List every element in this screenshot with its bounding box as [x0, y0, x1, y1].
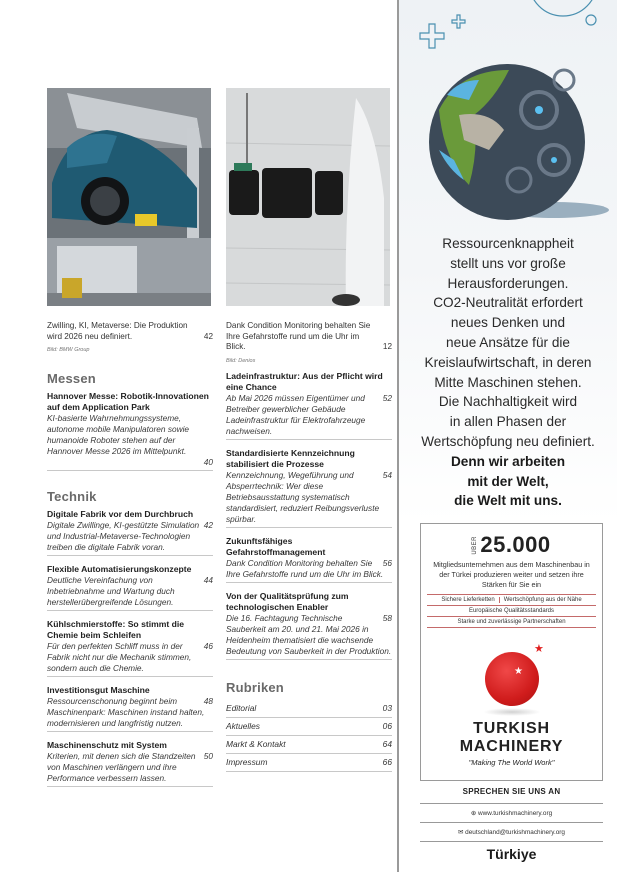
entry-page: 46	[203, 641, 213, 651]
toc-entry[interactable]	[47, 619, 213, 677]
section-title-messen: Messen	[47, 371, 96, 386]
member-desc: Mitgliedsunternehmen aus dem Maschinenbau in der Türkei produzieren weiter und setzen ihre Stärken für Sie ein	[433, 560, 590, 589]
feature-row: Europäische Qualitätsstandards	[427, 605, 596, 616]
website-link[interactable]: ⊕ www.turkishmachinery.org	[420, 803, 603, 817]
entry-title: Zukunftsfähiges Gefahrstoffmanagement	[226, 536, 326, 557]
entry-desc: 42 Digitale Zwillinge, KI-gestützte Simulation und Industrial-Metaverse-Technologien treiben die digitale Fabrik voran.	[47, 520, 213, 552]
star-icon: ★	[534, 643, 544, 655]
entry-desc: 52 Ab Mai 2026 müssen Eigentümer und Betreiber gewerblicher Gebäude Ladeinfrastruktur für Elektrofahrzeuge nachweisen.	[226, 393, 392, 436]
toc-entry[interactable]	[226, 536, 392, 583]
entry-title: Investitionsgut Maschine	[47, 685, 150, 695]
section-title-technik: Technik	[47, 489, 97, 504]
rubrik-item-markt-kontakt[interactable]: Markt & Kontakt 64	[226, 736, 392, 754]
entry-page: 56	[382, 558, 392, 568]
photo-caption-right	[226, 321, 392, 366]
toc-entry[interactable]	[226, 591, 392, 660]
entry-desc: 44 Deutliche Vereinfachung von Inbetriebnahme und Wartung duch herstellerübergreifende Lösungen.	[47, 575, 213, 607]
entry-page: 42	[203, 520, 213, 530]
photo-credit: Bild: BMW Group	[47, 347, 90, 353]
toc-entry[interactable]	[47, 509, 213, 556]
country-logo: Türkiye	[486, 846, 537, 862]
toc-entry[interactable]	[47, 685, 213, 732]
photo-caption-left	[47, 321, 213, 356]
caption-text: Dank Condition Monitoring behalten Sie Ihre Gefahrstoffe rund um die Uhr im Blick.	[226, 321, 371, 351]
entry-title: Kühlschmierstoffe: So stimmt die Chemie beim Schleifen	[47, 619, 185, 640]
entry-title: Ladeinfrastruktur: Aus der Pflicht wird eine Chance	[226, 371, 383, 392]
toc-left-column	[47, 371, 213, 795]
entry-title: Digitale Fabrik vor dem Durchbruch	[47, 509, 194, 519]
entry-page: 50	[203, 751, 213, 761]
ad-info-box	[420, 523, 603, 781]
toc-right-column	[226, 371, 392, 772]
ad-slogan: Ressourcenknappheit stellt uns vor große Herausforderungen. CO2-Neutralität erfordert neues Denken und neue Ansätze für die Kreislaufwirtschaft, in deren Mitte Maschinen stehen. Die Nachhaltigkeit wird in allen Phasen der Wertschöpfung neu definiert. Denn wir arbeiten mit der Welt, die Welt mit uns.	[421, 236, 595, 509]
entry-desc: 56 Dank Condition Monitoring behalten Sie Ihre Gefahrstoffe rund um die Uhr im Blick.	[226, 558, 392, 579]
monitoring-device-photo	[226, 88, 390, 306]
star-icon: ★	[514, 666, 523, 677]
entry-page: 52	[382, 393, 392, 403]
rubrik-item-aktuelles[interactable]: Aktuelles 06	[226, 718, 392, 736]
entry-page: 44	[203, 575, 213, 585]
caption-page[interactable]: 12	[382, 342, 392, 351]
toc-entry[interactable]	[47, 564, 213, 611]
entry-title: Von der Qualitätsprüfung zum technologischen Enabler	[226, 591, 349, 612]
entry-page: 58	[382, 613, 392, 623]
entry-page: 40	[203, 457, 213, 467]
entry-title: Standardisierte Kennzeichnung stabilisiert die Prozesse	[226, 448, 355, 469]
entry-desc: 58 Die 16. Fachtagung Technische Sauberkeit am 20. und 21. Mai 2026 in Heidenheim thematisiert die wachsende Bedeutung von Sauberkeit in der Produktion.	[226, 613, 392, 656]
entry-desc: 48 Ressourcenschonung beginnt beim Maschinenpark: Maschinen instand halten, modernisieren und langfristig nutzen.	[47, 696, 213, 728]
feature-row: Sichere Lieferketten Wertschöpfung aus der Nähe	[427, 594, 596, 605]
car-production-photo	[47, 88, 211, 306]
gear-globe-illustration	[399, 0, 617, 240]
entry-desc: KI-basierte Wahrnehmungssysteme, autonome mobile Manipulatoren sowie humanoide Roboter stehen auf der Hannover Messe 2026 im Mittelpunkt.	[47, 413, 190, 456]
entry-page: 54	[382, 470, 392, 480]
entry-page: 48	[203, 696, 213, 706]
entry-title: Maschinenschutz mit System	[47, 740, 167, 750]
caption-page[interactable]: 42	[203, 331, 213, 341]
section-title-rubriken: Rubriken	[226, 680, 284, 695]
turkish-machinery-logo: ★ ★ TURKISH MACHINERY "Making The World Work"	[459, 643, 564, 767]
rubrik-item-impressum[interactable]: Impressum 66	[226, 754, 392, 772]
toc-entry[interactable]	[47, 391, 213, 471]
photo-credit: Bild: Denios	[226, 357, 256, 364]
entry-desc: 46 Für den perfekten Schliff muss in der Fabrik nicht nur die Mechanik stimmen, sondern auch die Chemie.	[47, 641, 213, 673]
toc-entry[interactable]	[47, 740, 213, 787]
entry-desc: 50 Kriterien, mit denen sich die Standzeiten von Maschinen verlängern und ihre Performance verbessern lassen.	[47, 751, 213, 783]
contact-title: SPRECHEN SIE UNS AN	[462, 787, 561, 796]
member-count: ÜBER 25.000	[472, 532, 551, 557]
envelope-icon: ✉	[458, 829, 466, 836]
rubrik-item-editorial[interactable]: Editorial 03	[226, 700, 392, 718]
entry-title: Hannover Messe: Robotik-Innovationen auf dem Application Park	[47, 391, 209, 412]
entry-desc: 54 Kennzeichnung, Wegeführung und Absperrtechnik: Wer diese Betriebsausstattung systematisch standardisiert, reduziert Reibungsverluste spürbar.	[226, 470, 392, 524]
toc-entry[interactable]	[226, 448, 392, 528]
entry-title: Flexible Automatisierungskonzepte	[47, 564, 192, 574]
email-link[interactable]: ✉ deutschland@turkishmachinery.org	[420, 822, 603, 836]
caption-text: Zwilling, KI, Metaverse: Die Produktion wird 2026 neu definiert.	[47, 321, 188, 341]
toc-entry[interactable]	[226, 371, 392, 440]
globe-icon: ⊕	[470, 810, 479, 817]
feature-row: Starke und zuverlässige Partnerschaften	[427, 616, 596, 628]
red-ball-icon	[485, 652, 539, 706]
